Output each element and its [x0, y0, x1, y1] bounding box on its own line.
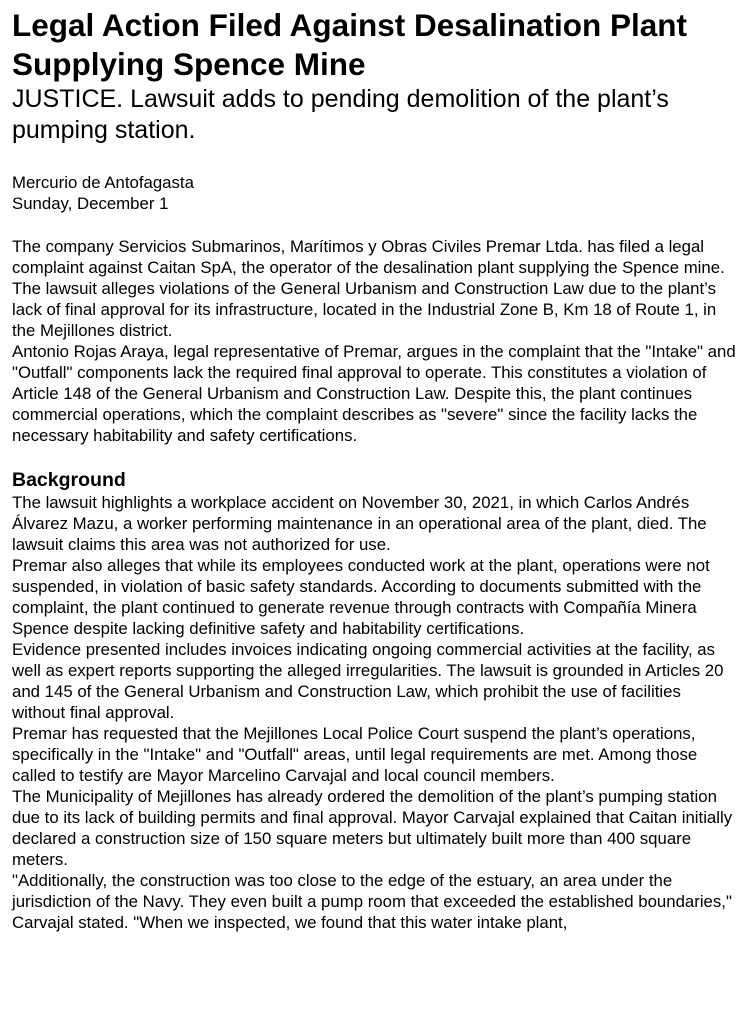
intro-paragraph: Antonio Rojas Araya, legal representative of Premar, argues in the complaint that the "Intake" and "Outfall" components lack the required final approval to operate. This constitutes a violation of Article 148 of the General Urbanism and Construction Law. Despite this, the plant continues commercial operations, which the complaint describes as "severe" since the facility lacks the necessary habitability and safety certifications.: [12, 342, 736, 445]
article-subheadline: JUSTICE. Lawsuit adds to pending demolition of the plant’s pumping station.: [12, 85, 669, 144]
section-heading-background: Background: [12, 469, 126, 491]
article-source: Mercurio de Antofagasta: [12, 173, 194, 192]
intro-paragraph: The company Servicios Submarinos, Marítimos y Obras Civiles Premar Ltda. has filed a legal complaint against Caitan SpA, the operator of the desalination plant supplying the Spence mine. The lawsuit alleges violations of the General Urbanism and Construction Law due to the plant’s lack of final approval for its infrastructure, located in the Industrial Zone B, Km 18 of Route 1, in the Mejillones district.: [12, 237, 725, 340]
article-headline: Legal Action Filed Against Desalination Plant Supplying Spence Mine: [12, 7, 688, 82]
background-paragraph: Evidence presented includes invoices indicating ongoing commercial activities at the facility, as well as expert reports supporting the alleged irregularities. The lawsuit is grounded in Articles 20 and 145 of the General Urbanism and Construction Law, which prohibit the use of facilities without final approval.: [12, 640, 724, 722]
article-intro: [12, 236, 738, 446]
background-paragraph: The Municipality of Mejillones has already ordered the demolition of the plant’s pumping station due to its lack of building permits and final approval. Mayor Carvajal explained that Caitan initially declared a construction size of 150 square meters but ultimately built more than 400 square meters.: [12, 787, 733, 869]
background-paragraph: Premar also alleges that while its employees conducted work at the plant, operations were not suspended, in violation of basic safety standards. According to documents submitted with the complaint, the plant continued to generate revenue through contracts with Compañía Minera Spence despite lacking definitive safety and habitability certifications.: [12, 556, 710, 638]
background-paragraph: The lawsuit highlights a workplace accident on November 30, 2021, in which Carlos Andrés Álvarez Mazu, a worker performing maintenance in an operational area of the plant, died. The lawsuit claims this area was not authorized for use.: [12, 493, 707, 554]
background-paragraph: Premar has requested that the Mejillones Local Police Court suspend the plant’s operations, specifically in the "Intake" and "Outfall" areas, until legal requirements are met. Among those called to testify are Mayor Marcelino Carvajal and local council members.: [12, 724, 698, 785]
background-paragraph: "Additionally, the construction was too close to the edge of the estuary, an area under the jurisdiction of the Navy. They even built a pump room that exceeded the established boundaries," Carvajal stated. "When we inspected, we found that this water intake plant,: [12, 871, 732, 932]
article-meta: [12, 172, 738, 214]
article-background-section: [12, 492, 738, 933]
article-date: Sunday, December 1: [12, 194, 169, 213]
